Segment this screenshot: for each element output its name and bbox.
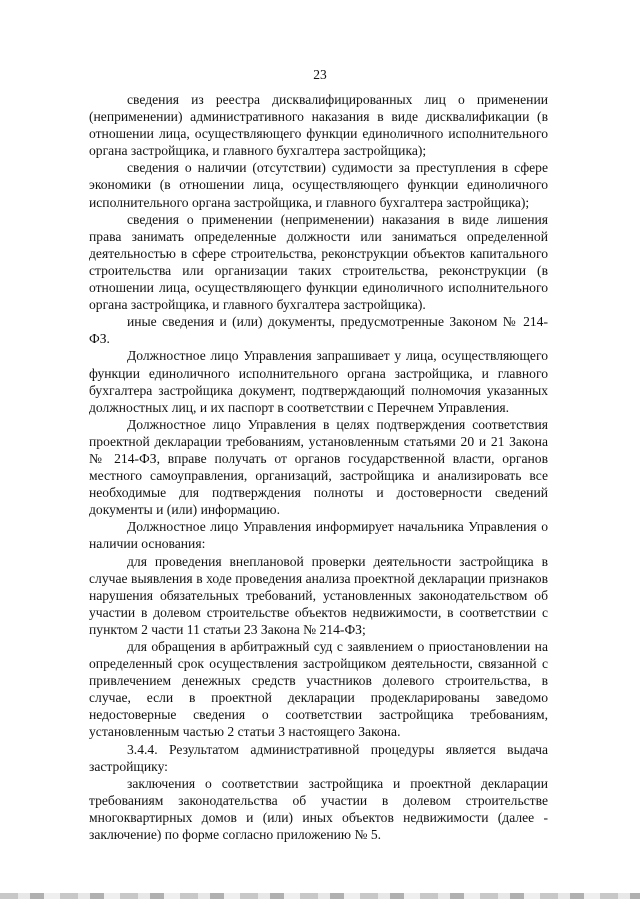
scan-artifact-note [0,893,1,894]
paragraph-disqualification-registry: сведения из реестра дисквалифицированных лиц о применении (неприменении) административного наказания в виде дисквалификации (в отношении лица, осуществляющего функции единоличного исполнительного органа застройщика, и главного бухгалтера застройщика); [89,92,548,159]
paragraph-arbitration-court: для обращения в арбитражный суд с заявлением о приостановлении на определенный срок осуществления застройщиком деятельности, связанной с привлечением денежных средств участников долевого строительства, в случае, если в проектной декларации продекларированы заведомо недостоверные сведения о соответствии застройщика требованиям, установленным частью 2 статьи 3 настоящего Закона. [89,639,548,740]
document-body [89,91,548,843]
paragraph-verification-of-declaration: Должностное лицо Управления в целях подтверждения соответствия проектной декларации требованиям, установленным статьями 20 и 21 Закона № 214-ФЗ, вправе получать от органов государственной власти, органов местного самоуправления, организаций, застройщика и анализировать все необходимые для подтверждения полноты и достоверности сведений документы и (или) информацию. [89,416,548,518]
paragraph-deprivation-of-rights: сведения о применении (неприменении) наказания в виде лишения права занимать определенные должности или заниматься определенной деятельностью в сфере строительства, реконструкции объектов капитального строительства или организации таких строительства, реконструкции (в отношении лица, осуществляющего функции единоличного исполнительного органа застройщика, и главного бухгалтера застройщика). [89,211,548,313]
paragraph-official-requests-documents: Должностное лицо Управления запрашивает у лица, осуществляющего функции единоличного исполнительного органа застройщика, и главного бухгалтера застройщика документ, подтверждающий полномочия указанных должностных лиц, и их паспорт в соответствии с Перечнем Управления. [89,348,548,415]
paragraph-other-documents: иные сведения и (или) документы, предусмотренные Законом № 214-ФЗ. [89,314,548,347]
paragraph-informs-head: Должностное лицо Управления информирует начальника Управления о наличии основания: [89,519,548,552]
paragraph-procedure-result: 3.4.4. Результатом административной процедуры является выдача застройщику: [89,741,548,774]
paragraph-conclusion-issuance: заключения о соответствии застройщика и проектной декларации требованиям законодательства об участии в долевом строительстве многоквартирных домов и (или) иных объектов недвижимости (далее - заключение) по форме согласно приложению № 5. [89,775,548,843]
page-number: 23 [313,67,327,82]
paragraph-criminal-record: сведения о наличии (отсутствии) судимости за преступления в сфере экономики (в отношении лица, осуществляющего функции единоличного исполнительного органа застройщика, и главного бухгалтера застройщика); [89,160,548,210]
scan-artifact-footer [0,893,640,899]
paragraph-unscheduled-inspection: для проведения внеплановой проверки деятельности застройщика в случае выявления в ходе проведения анализа проектной декларации признаков нарушения обязательных требований, установленных законодательством об участии в долевом строительстве объектов недвижимости, в соответствии с пунктом 2 части 11 статьи 23 Закона № 214-ФЗ; [89,553,548,637]
